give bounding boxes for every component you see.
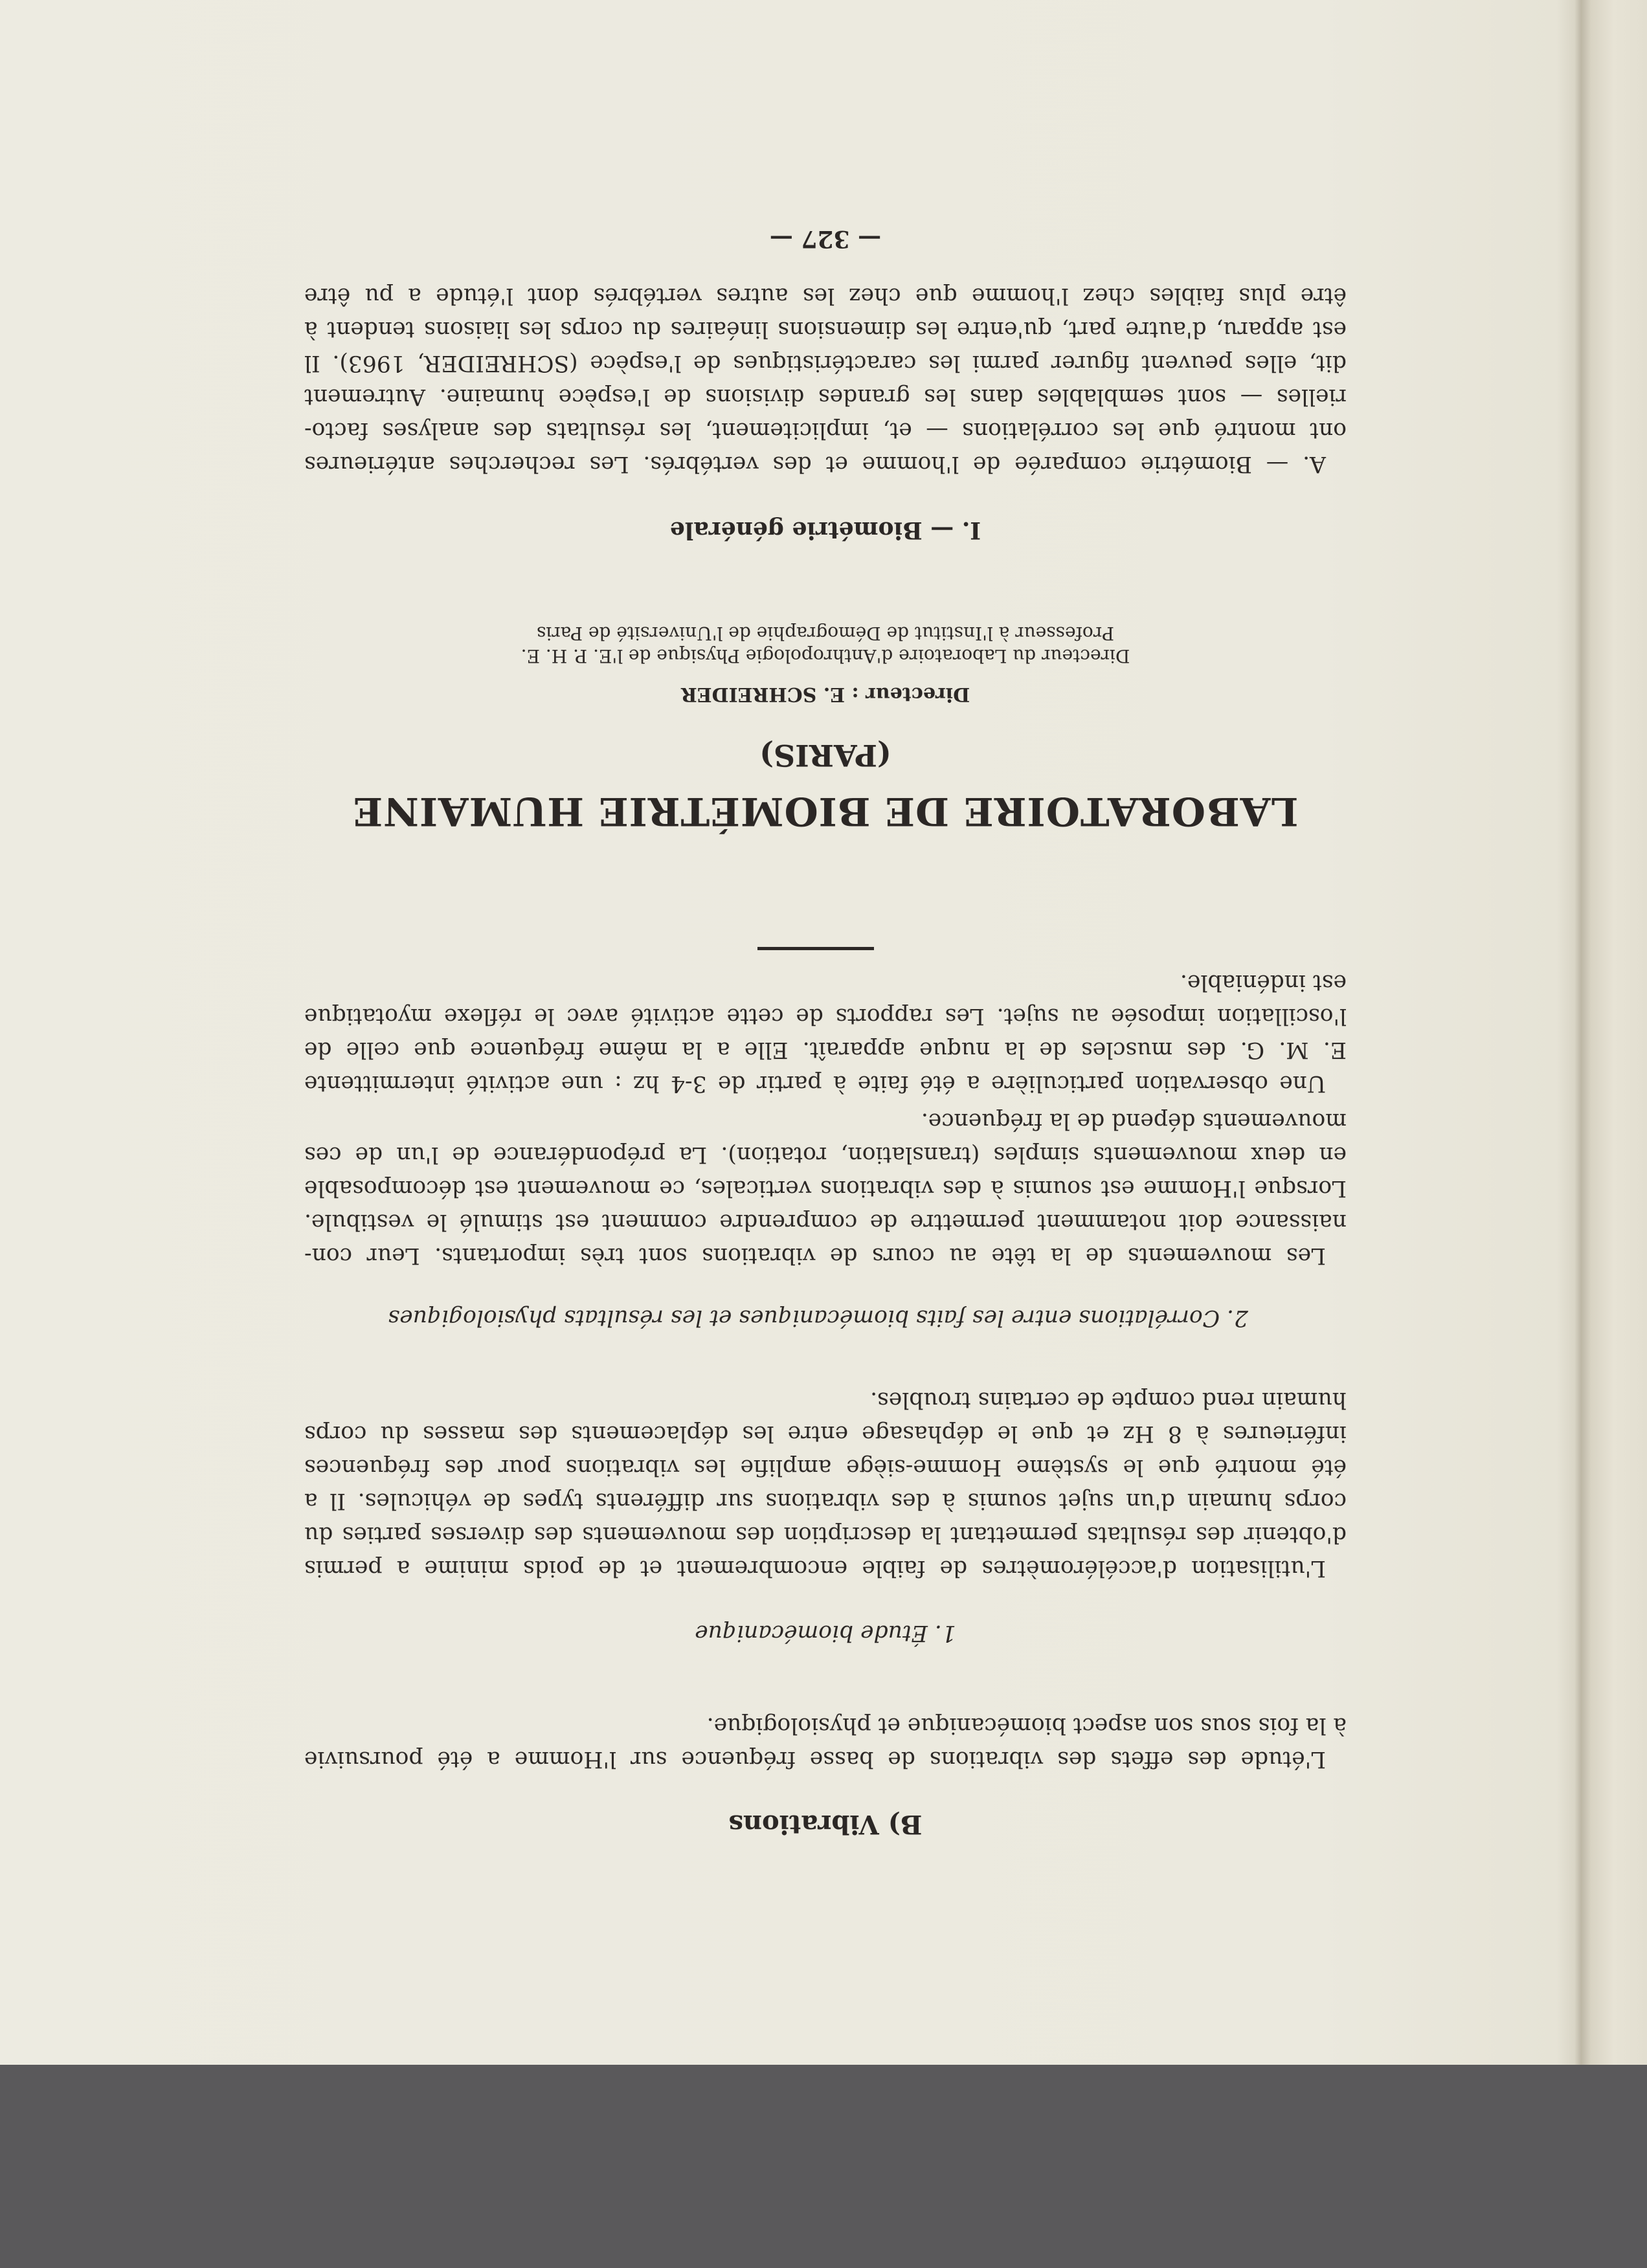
page-number: — 327 —	[769, 225, 882, 252]
text-line: d'obtenir des résultats permettant la description des mouvements des diverses parties du	[304, 1522, 1347, 1548]
text-line: à la fois sous son aspect biomécanique et physiologique.	[706, 1713, 1347, 1739]
director-role-2: Professeur à l'Institut de Démographie de l'Université de Paris	[536, 623, 1115, 644]
subheading-correlations: 2. Corrélations entre les faits biomécaniques et les résultats physiologiques	[388, 1305, 1248, 1331]
section-heading-general-biometry: I. — Biométrie générale	[669, 517, 981, 544]
text-line: A. — Biométrie comparée de l'homme et des vertébrés. Les recherches antérieures	[304, 451, 1326, 477]
text-line: ont montré que les corrélations — et, implicitement, les résultats des analyses facto-	[304, 417, 1347, 443]
paragraph-comparative-biometry	[304, 279, 1347, 481]
director-name: Directeur : E. SCHREIDER	[680, 683, 970, 706]
text-line: humain rend compte de certains troubles.	[870, 1387, 1347, 1413]
text-line: été montré que le système Homme-siège amplifie les vibrations pour des fréquences	[304, 1454, 1347, 1480]
text-line: être plus faibles chez l'homme que chez les autres vertébrés dont l'étude a pu être	[304, 283, 1347, 309]
text-line: en deux mouvements simples (translation, rotation). La prépondérance de l'un de ces	[304, 1142, 1347, 1168]
laboratory-title: LABORATOIRE DE BIOMÉTRIE HUMAINE	[352, 788, 1299, 834]
divider-rule	[757, 947, 874, 950]
text-line: corps humain d'un sujet soumis à des vibrations sur différents types de véhicules. Il a	[304, 1488, 1347, 1514]
paragraph-biomechanics	[304, 1383, 1347, 1585]
text-line: l'oscillation imposée au sujet. Les rapports de cette activité avec le réflexe myotatique	[304, 1003, 1347, 1029]
paragraph-head-movements	[304, 1104, 1347, 1273]
text-line: mouvements dépend de la fréquence.	[921, 1108, 1347, 1134]
text-line: naissance doit notamment permettre de comprendre comment est stimulé le vestibule.	[304, 1209, 1347, 1235]
text-line: L'utilisation d'accéléromètres de faible encombrement et de poids minime a permis	[304, 1555, 1326, 1581]
paragraph-emg-observation	[304, 966, 1347, 1100]
text-line: L'étude des effets des vibrations de basse fréquence sur l'Homme a été poursuivie	[304, 1746, 1326, 1772]
scanner-background	[0, 2065, 1647, 2268]
text-line: Une observation particulière a été faite à partir de 3-4 hz : une activité intermittente	[304, 1071, 1326, 1096]
text-line: est apparu, d'autre part, qu'entre les dimensions linéaires du corps les liaisons tendent à	[304, 317, 1347, 342]
text-line: est indéniable.	[1180, 970, 1347, 995]
director-role-1: Directeur du Laboratoire d'Anthropologie Physique de l'E. P. H. E.	[521, 645, 1130, 667]
subheading-biomechanical-study: 1. Étude biomécanique	[695, 1620, 956, 1646]
paragraph-intro	[304, 1709, 1347, 1776]
text-line: Lorsque l'Homme est soumis à des vibrations verticales, ce mouvement est décomposable	[304, 1175, 1347, 1201]
section-heading-vibrations: B) Vibrations	[728, 1809, 923, 1840]
text-line: rielles — sont semblables dans les grandes divisions de l'espèce humaine. Autrement	[304, 384, 1347, 410]
text-line: inférieures à 8 Hz et que le déphasage entre les déplacements des masses du corps	[304, 1421, 1347, 1447]
text-line: dit, elles peuvent figurer parmi les caractéristiques de l'espèce (SCHREIDER, 1963). Il	[304, 350, 1347, 376]
text-line: E. M. G. des muscles de la nuque apparaît. Elle a la même fréquence que celle de	[304, 1037, 1347, 1063]
page-content-upside-down	[304, 217, 1347, 1871]
text-line: Les mouvements de la tête au cours de vibrations sont très importants. Leur con-	[304, 1243, 1326, 1269]
laboratory-city: (PARIS)	[759, 738, 891, 773]
